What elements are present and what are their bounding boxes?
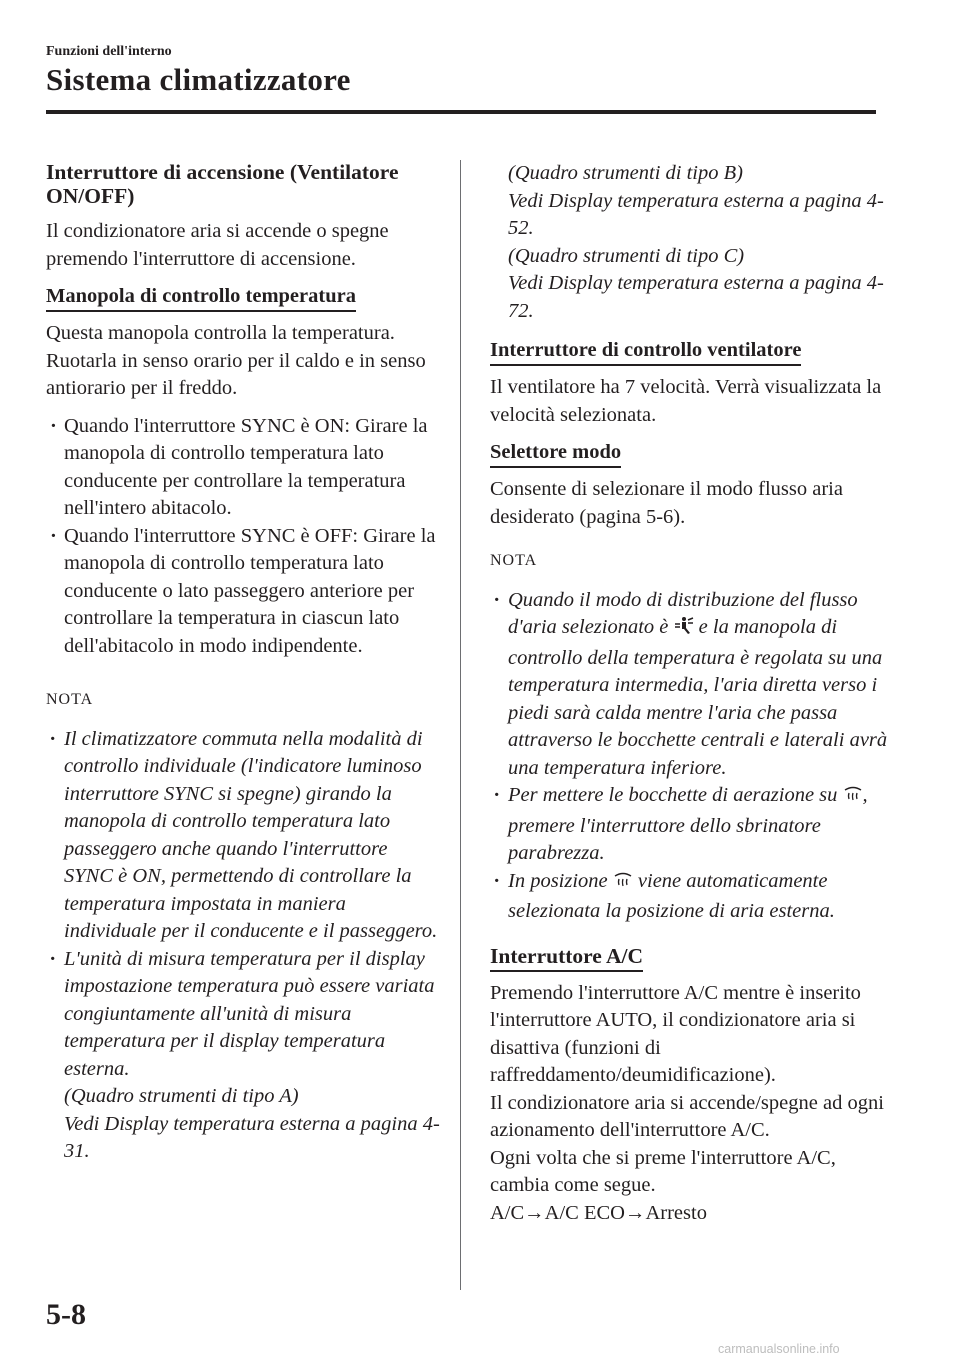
paragraph-fan-control: Il ventilatore ha 7 velocità. Verrà visualizzata la velocità selezionata.: [490, 376, 882, 426]
page-title: Sistema climatizzatore: [46, 62, 351, 97]
ac-text-toggle: Il condizionatore aria si accende/spegne ad ogni azionamento dell'interruttore A/C.: [490, 1091, 884, 1141]
heading-fan-control: Interruttore di controllo ventilatore: [490, 338, 801, 366]
nota-temperature-unit: [46, 946, 441, 1166]
title-rule: [46, 110, 876, 114]
ac-text-sequence: A/C→A/C ECO→Arresto: [490, 1201, 707, 1224]
watermark: carmanualsonline.info: [718, 1342, 840, 1356]
column-divider: [460, 160, 461, 1290]
heading-temperature-knob: Manopola di controllo temperatura: [46, 284, 356, 312]
nota-outside-post: viene automaticamente selezionata la posizione di aria esterna.: [508, 869, 835, 922]
nota-label-left: NOTA: [46, 691, 94, 708]
heading-ac-switch: Interruttore A/C: [490, 944, 643, 972]
nota-defroster-post: , premere l'interruttore dello sbrinatore parabrezza.: [508, 784, 868, 864]
sync-bullet-list: [46, 413, 441, 661]
ac-text-auto: Premendo l'interruttore A/C mentre è inserito l'interruttore AUTO, il condizionatore aria si disattiva (funzioni di raffreddamento/deumidificazione).: [490, 981, 861, 1086]
windshield-defroster-icon: [843, 785, 863, 813]
nota-outside-pre: In posizione: [508, 869, 613, 892]
nota-bilevel-pre: Quando il modo di distribuzione del flusso d'aria selezionato è: [508, 588, 858, 638]
paragraph-temperature-knob: Questa manopola controlla la temperatura. Ruotarla in senso orario per il caldo e in senso antiorario per il freddo.: [46, 322, 426, 399]
nota-label-right: NOTA: [490, 552, 538, 569]
heading-power-switch: Interruttore di accensione (Ventilatore ON/OFF): [46, 160, 399, 208]
nota-type-c-ref: Vedi Display temperatura esterna a pagina 4-72.: [508, 272, 884, 322]
paragraph-mode-selector: Consente di selezionare il modo flusso aria desiderato (pagina 5-6).: [490, 478, 843, 528]
paragraph-ac-switch: [490, 980, 890, 1228]
left-column: [46, 160, 441, 1174]
nota-unit-text: · L'unità di misura temperatura per il display impostazione temperatura può essere variata congiuntamente all'unità di misura temperatura per il display temperatura esterna.: [64, 947, 435, 1080]
nota-defroster-pre: Per mettere le bocchette di aerazione su: [508, 784, 843, 806]
section-label: Funzioni dell'interno: [46, 44, 172, 59]
nota-bilevel: [490, 587, 890, 783]
paragraph-power-switch: Il condizionatore aria si accende o spegne premendo l'interruttore di accensione.: [46, 220, 389, 270]
heading-mode-selector: Selettore modo: [490, 440, 621, 468]
nota-type-a: (Quadro strumenti di tipo A): [64, 1085, 299, 1107]
nota-outside-air: [490, 868, 890, 926]
nota-defroster-vents: [490, 782, 890, 868]
nota-bilevel-post: e la manopola di controllo della temperatura è regolata su una temperatura intermedia, l'aria diretta verso i piedi sarà calda mentre l'aria che passa attraverso le bocchette centrali e laterali avrà una temperatura inferiore.: [508, 616, 888, 779]
windshield-defroster-icon: [613, 871, 633, 899]
nota-type-a-ref: Vedi Display temperatura esterna a pagina 4-31.: [64, 1112, 440, 1162]
nota-type-b: (Quadro strumenti di tipo B): [508, 162, 743, 184]
nota-list-right: [490, 587, 890, 926]
nota-individual-mode: · Il climatizzatore commuta nella modalità di controllo individuale (l'indicatore luminoso interruttore SYNC si spegne) girando la manopola di controllo temperatura lato passeggero anche quando l'interruttore SYNC è ON, permettendo di controllare la temperatura impostata in maniera individuale per il conducente e il passeggero.: [46, 726, 441, 946]
bullet-sync-on: · Quando l'interruttore SYNC è ON: Girare la manopola di controllo temperatura lato conducente per controllare la temperatura nell'intero abitacolo.: [46, 413, 441, 523]
right-column: [490, 160, 890, 1227]
page-number: 5-8: [46, 1298, 86, 1331]
bullet-sync-off: · Quando l'interruttore SYNC è OFF: Girare la manopola di controllo temperatura lato conducente o lato passeggero anteriore per controllare la temperatura in ciascun lato dell'abitacolo in modo indipendente.: [46, 523, 441, 661]
nota-type-b-ref: Vedi Display temperatura esterna a pagina 4-52.: [508, 189, 884, 239]
nota-type-c: (Quadro strumenti di tipo C): [508, 244, 745, 267]
nota-list-left: [46, 726, 441, 1166]
ac-text-cycle: Ogni volta che si preme l'interruttore A/C, cambia come segue.: [490, 1146, 836, 1196]
bi-level-airflow-icon: [674, 616, 694, 645]
nota-continuation: [490, 160, 890, 325]
